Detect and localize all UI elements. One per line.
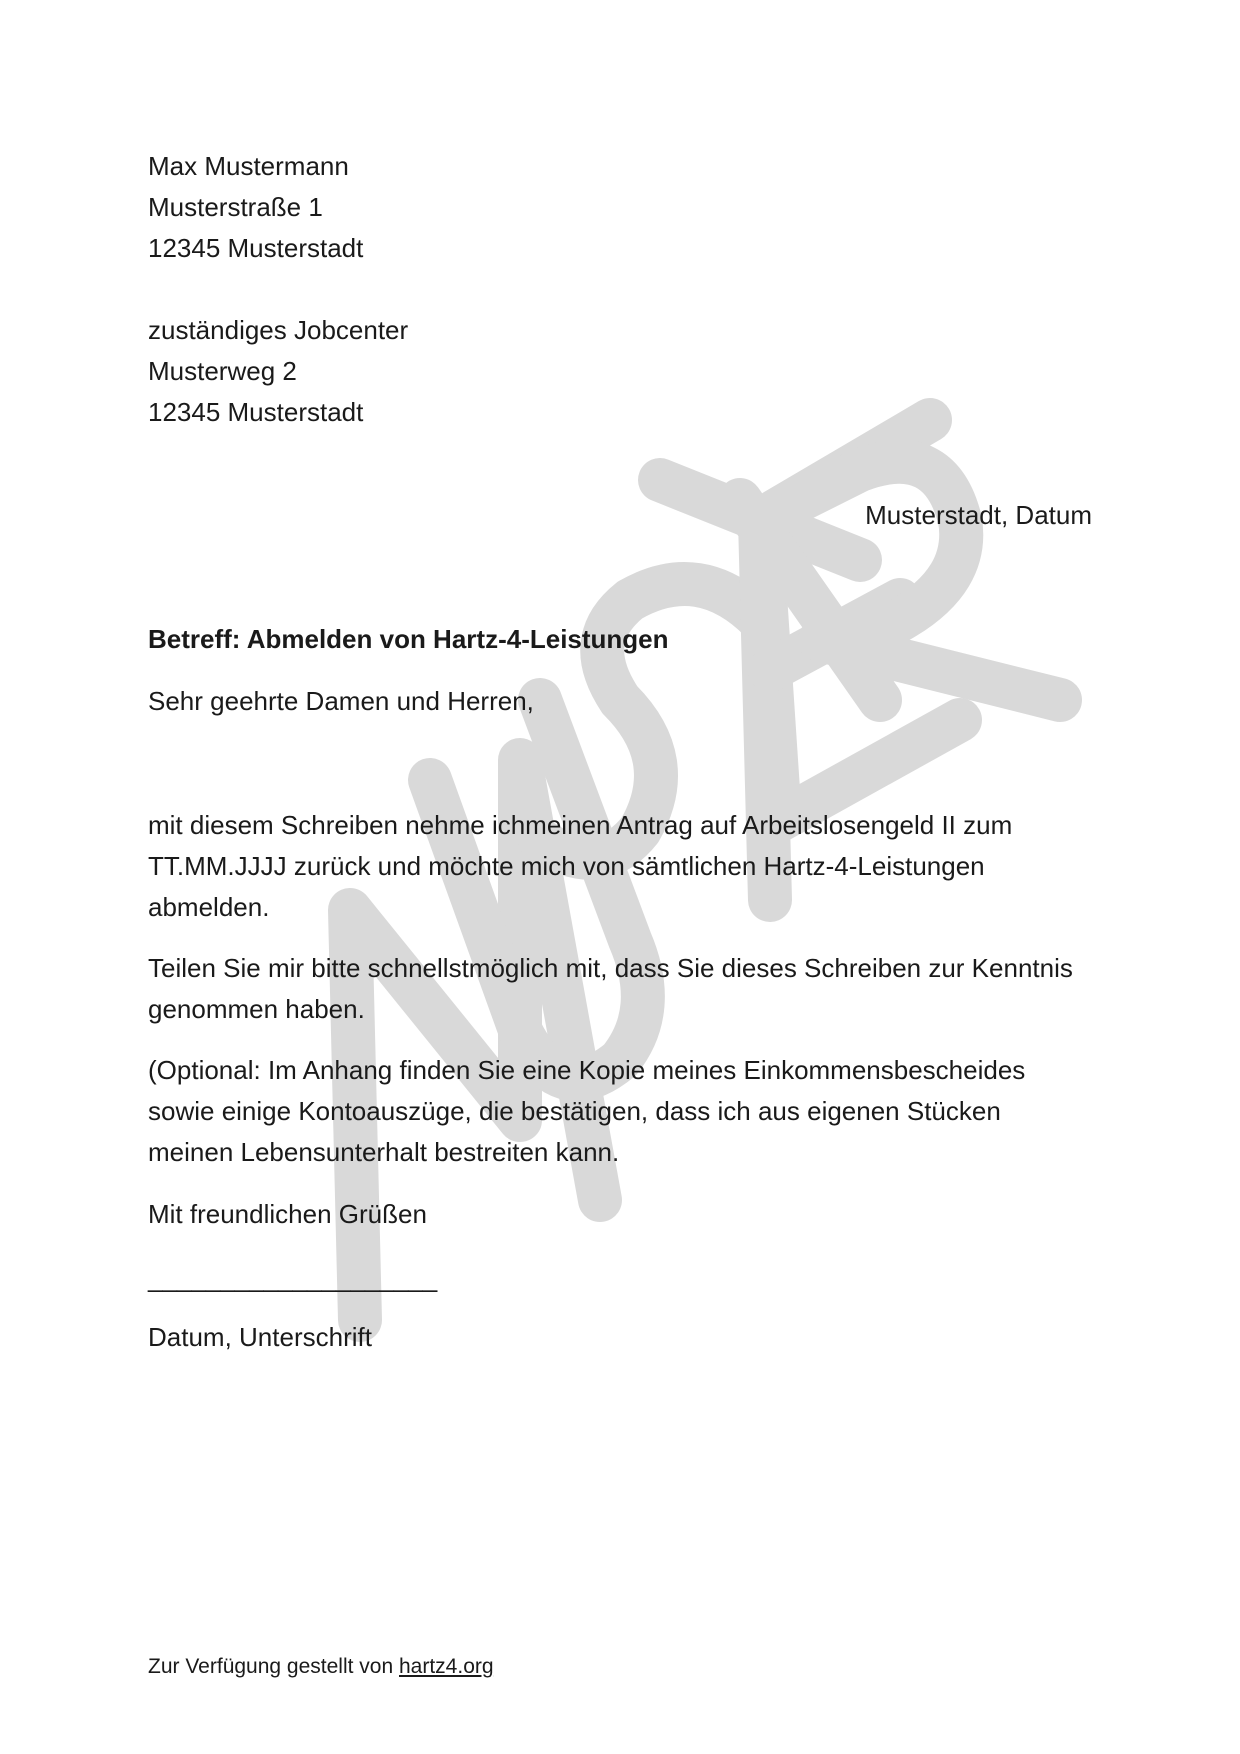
paragraph-line: Teilen Sie mir bitte schnellstmöglich mit, dass Sie dieses Schreiben zur Kenntnis: [148, 953, 1073, 983]
signature-caption: Datum, Unterschrift: [148, 1322, 372, 1352]
sender-city: 12345 Musterstadt: [148, 233, 364, 263]
footer-credit: [148, 1652, 494, 1682]
body-paragraph-2: [148, 948, 1073, 1030]
paragraph-line: genommen haben.: [148, 994, 365, 1024]
signature-line: ____________________: [148, 1263, 438, 1293]
paragraph-line: abmelden.: [148, 892, 270, 922]
footer-link[interactable]: hartz4.org: [399, 1655, 494, 1678]
paragraph-line: TT.MM.JJJJ zurück und möchte mich von sämtlichen Hartz-4-Leistungen: [148, 851, 985, 881]
paragraph-line: sowie einige Kontoauszüge, die bestätigen, dass ich aus eigenen Stücken: [148, 1096, 1001, 1126]
closing-greeting: Mit freundlichen Grüßen: [148, 1199, 427, 1229]
recipient-name: zuständiges Jobcenter: [148, 315, 409, 345]
place-date: Musterstadt, Datum: [865, 500, 1092, 530]
recipient-address: [148, 310, 408, 433]
sender-name: Max Mustermann: [148, 151, 349, 181]
subject-line: Betreff: Abmelden von Hartz-4-Leistungen: [148, 624, 669, 654]
paragraph-line: meinen Lebensunterhalt bestreiten kann.: [148, 1137, 620, 1167]
sender-street: Musterstraße 1: [148, 192, 323, 222]
sender-address: [148, 146, 363, 269]
recipient-city: 12345 Musterstadt: [148, 397, 364, 427]
paragraph-line: mit diesem Schreiben nehme ichmeinen Antrag auf Arbeitslosengeld II zum: [148, 810, 1013, 840]
footer-prefix: Zur Verfügung gestellt von: [148, 1655, 399, 1678]
recipient-street: Musterweg 2: [148, 356, 297, 386]
salutation: Sehr geehrte Damen und Herren,: [148, 686, 534, 716]
body-paragraph-3: [148, 1050, 1025, 1173]
body-paragraph-1: [148, 805, 1012, 928]
paragraph-line: (Optional: Im Anhang finden Sie eine Kopie meines Einkommensbescheides: [148, 1055, 1026, 1085]
